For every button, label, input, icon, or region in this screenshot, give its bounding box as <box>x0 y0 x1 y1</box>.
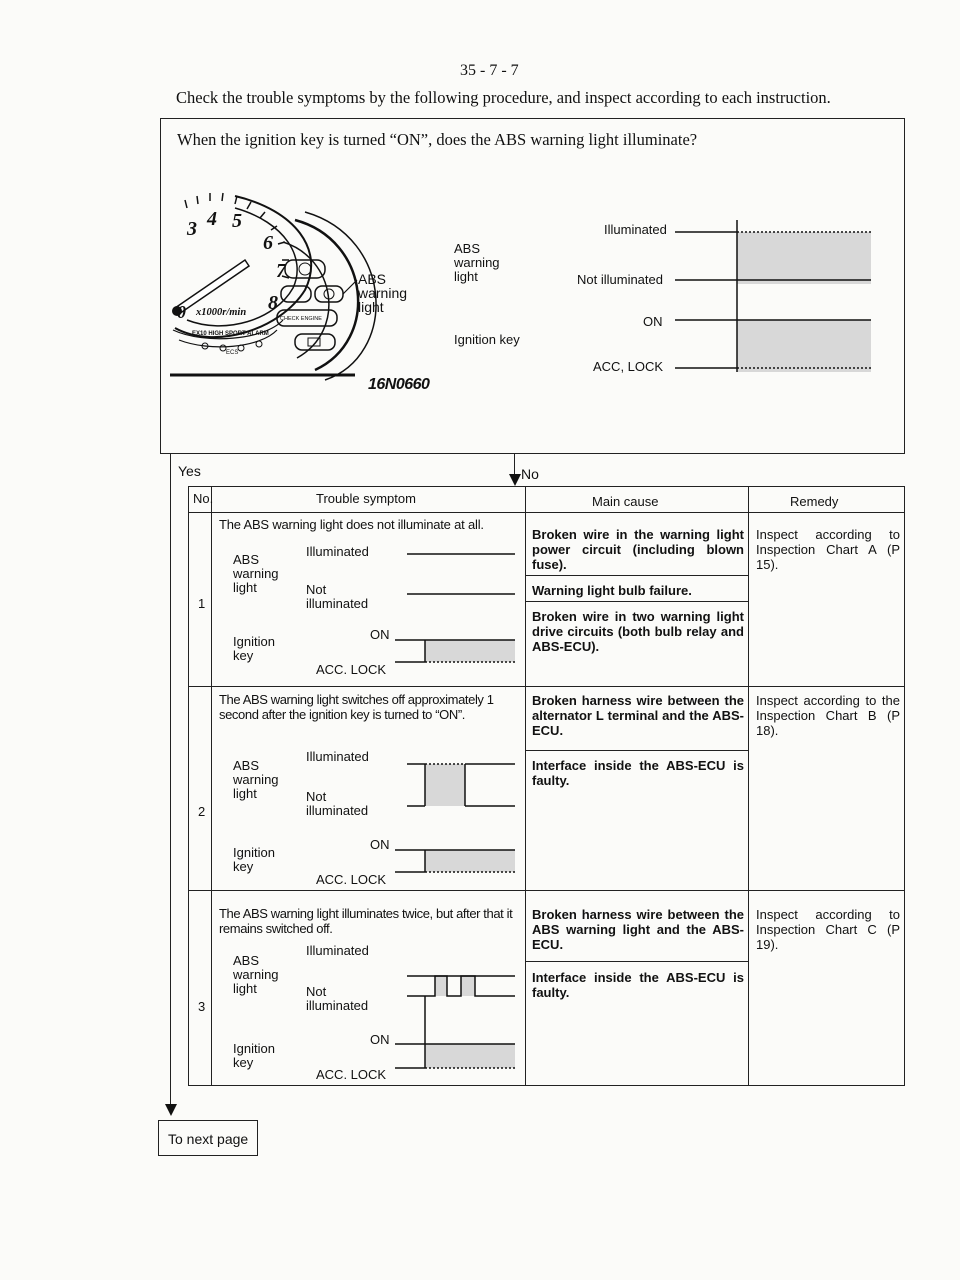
row2-acc: ACC. LOCK <box>316 872 387 887</box>
row3-cause-2: Interface inside the ABS-ECU is faulty. <box>532 970 744 1000</box>
header-no: No. <box>193 491 214 506</box>
row2-symptom: The ABS warning light switches off approximately 1 second after the ignition key is turned to “ON”. <box>219 692 494 722</box>
row2-cause-2: Interface inside the ABS-ECU is faulty. <box>532 758 744 788</box>
check-engine-label: CHECK ENGINE <box>280 316 322 322</box>
header-remedy: Remedy <box>790 494 839 509</box>
row3-no: 3 <box>198 999 206 1014</box>
yes-arrow-icon <box>165 1104 177 1116</box>
no-arrow-icon <box>509 474 521 486</box>
header-abs-label: ABS warning light <box>454 241 500 284</box>
header-symptom: Trouble symptom <box>316 491 416 506</box>
row1-cause-2: Warning light bulb failure. <box>532 583 692 598</box>
row2-illuminated: Illuminated <box>306 749 369 764</box>
header-not-illuminated: Not illuminated <box>577 272 663 287</box>
tach-3: 3 <box>187 218 197 240</box>
row1-illuminated: Illuminated <box>306 544 369 559</box>
row3-illuminated: Illuminated <box>306 943 369 958</box>
row2-no: 2 <box>198 804 206 819</box>
row3-symptom: The ABS warning light illuminates twice, but after that it remains switched off. <box>219 906 513 936</box>
row1-cause-1: Broken wire in the warning light power circuit (including blown fuse). <box>532 527 744 572</box>
row3-not: Not illuminated <box>306 984 369 1013</box>
yes-flow-line <box>170 454 171 1106</box>
row3-ignition: Ignition key <box>233 1041 275 1070</box>
row1-remedy: Inspect according to Inspection Chart A (P 15). <box>756 527 900 572</box>
row3-cause-1: Broken harness wire between the ABS warning light and the ABS-ECU. <box>532 907 744 952</box>
tach-7: 7 <box>276 260 286 282</box>
cause-sep-3 <box>525 961 748 962</box>
row2-not: Not illuminated <box>306 789 369 818</box>
row1-abs-label: ABS warning light <box>233 552 279 595</box>
row1-cause-3: Broken wire in two warning light drive circuits (both bulb relay and ABS-ECU). <box>532 609 744 654</box>
cluster-callout: ABS warning light <box>358 271 408 315</box>
header-on: ON <box>643 314 663 329</box>
row-separator-1 <box>188 686 905 687</box>
row3-abs-label: ABS warning light <box>233 953 279 996</box>
header-ignition-key: Ignition key <box>454 332 520 347</box>
row-separator-2 <box>188 890 905 891</box>
header-acc-lock: ACC, LOCK <box>593 359 664 374</box>
header-illuminated: Illuminated <box>604 222 667 237</box>
tach-unit: x1000r/min <box>196 307 247 318</box>
question-text: When the ignition key is turned “ON”, does the ABS warning light illuminate? <box>177 130 698 149</box>
row3-acc: ACC. LOCK <box>316 1067 387 1082</box>
no-flow-line <box>514 454 515 476</box>
row1-symptom: The ABS warning light does not illuminate at all. <box>219 517 484 532</box>
row3-remedy: Inspect according to Inspection Chart C (P 19). <box>756 907 900 952</box>
row3-on: ON <box>370 1032 390 1047</box>
intro-text: Check the trouble symptoms by the following procedure, and inspect according to each instruction. <box>176 88 831 107</box>
row1-waveform <box>395 540 517 670</box>
header-timing-waveform <box>675 220 880 380</box>
row2-cause-1: Broken harness wire between the alternator L terminal and the ABS-ECU. <box>532 693 744 738</box>
col-line-1 <box>211 486 212 1086</box>
page-number: 35 - 7 - 7 <box>460 62 519 79</box>
row1-ignition: Ignition key <box>233 634 275 663</box>
header-cause: Main cause <box>592 494 659 509</box>
row2-ignition: Ignition key <box>233 845 275 874</box>
row1-not: Not illuminated <box>306 582 369 611</box>
row2-abs-label: ABS warning light <box>233 758 279 801</box>
row2-on: ON <box>370 837 390 852</box>
next-page-label: To next page <box>168 1131 249 1147</box>
col-line-2 <box>525 486 526 1086</box>
cause-sep-1a <box>525 575 748 576</box>
row1-no: 1 <box>198 596 206 611</box>
cause-sep-1b <box>525 601 748 602</box>
header-separator <box>188 512 905 513</box>
col-line-3 <box>748 486 749 1086</box>
row1-on: ON <box>370 627 390 642</box>
row2-waveform <box>395 750 517 880</box>
figure-code: 16N0660 <box>368 376 430 393</box>
tach-0: 0 <box>177 302 186 322</box>
row2-remedy: Inspect according to the Inspection Chart B (P 18). <box>756 693 900 738</box>
cause-sep-2 <box>525 750 748 751</box>
tach-8: 8 <box>268 292 278 314</box>
alarm-label: EX10 HIGH SPORT ALARM <box>192 331 269 337</box>
tach-5: 5 <box>232 210 242 232</box>
no-label: No <box>521 466 539 482</box>
row3-waveform <box>395 944 517 1076</box>
row1-acc: ACC. LOCK <box>316 662 387 677</box>
ecs-label: ECS <box>226 350 239 356</box>
yes-label: Yes <box>178 463 201 479</box>
tach-6: 6 <box>263 232 273 254</box>
tach-4: 4 <box>207 208 217 230</box>
